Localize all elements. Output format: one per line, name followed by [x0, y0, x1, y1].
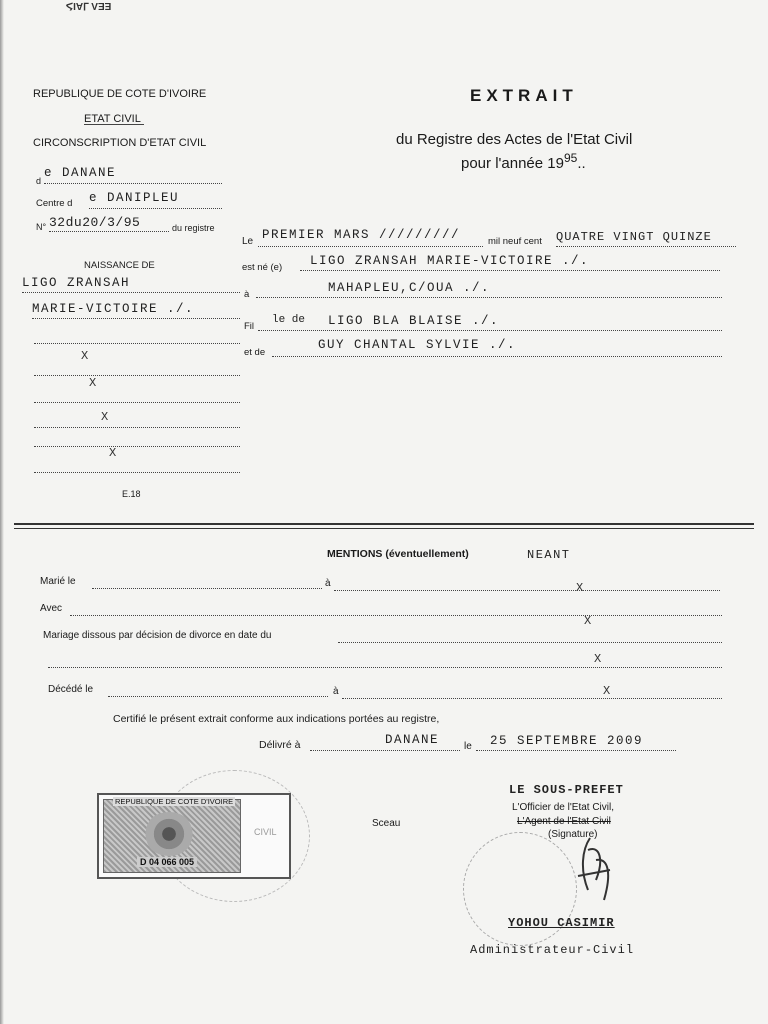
- mention-x-mark: X: [594, 652, 602, 666]
- et-de-label: et de: [244, 347, 266, 358]
- republic-label: REPUBLIQUE DE COTE D'IVOIRE: [33, 88, 207, 100]
- est-ne-label: est né (e): [242, 262, 283, 273]
- margin-x-mark: X: [101, 410, 109, 424]
- sceau-label: Sceau: [372, 818, 401, 829]
- decede-le-label: Décédé le: [48, 684, 94, 695]
- rosette-icon: [144, 812, 194, 856]
- top-corner-text: ՀIAԼ ɅƎƎ: [66, 0, 112, 11]
- child-surname: LIGO ZRANSAH: [22, 276, 131, 290]
- du-registre-label: du registre: [172, 223, 215, 233]
- mother-value: GUY CHANTAL SYLVIE ./.: [318, 338, 517, 352]
- mention-x-mark: X: [603, 684, 611, 698]
- child-firstname: MARIE-VICTOIRE ./.: [32, 302, 195, 316]
- margin-x-mark: X: [81, 349, 89, 363]
- title-line1: du Registre des Actes de l'Etat Civil: [396, 131, 633, 148]
- est-ne-value: LIGO ZRANSAH MARIE-VICTOIRE ./.: [310, 254, 590, 268]
- extrait-title: EXTRAIT: [470, 86, 578, 105]
- stamp-side-text: CIVIL: [254, 827, 277, 837]
- date-le-label: le: [464, 741, 472, 752]
- marie-le-label: Marié le: [40, 576, 76, 587]
- delivre-label: Délivré à: [259, 739, 301, 751]
- margin-x-mark: X: [109, 446, 117, 460]
- mil-neuf-cent-label: mil neuf cent: [488, 236, 542, 247]
- birth-year-value: QUATRE VINGT QUINZE: [556, 230, 712, 244]
- officier-label: L'Officier de l'Etat Civil,: [512, 802, 615, 813]
- sous-prefet-stamp: LE SOUS-PREFET: [509, 783, 624, 797]
- certifie-text: Certifié le présent extrait conforme aux indications portées au registre,: [113, 713, 440, 725]
- mention-x-mark: X: [576, 581, 584, 595]
- centre-value: e DANIPLEU: [89, 191, 180, 205]
- fils-label: Fil: [244, 321, 255, 332]
- marie-a-label: à: [325, 578, 331, 589]
- stamp-number: D 04 066 005: [137, 857, 197, 867]
- circonscription-label: CIRCONSCRIPTION D'ETAT CIVIL: [33, 137, 207, 149]
- delivre-value: DANANE: [385, 733, 440, 747]
- title-line2: pour l'année $19^{95}$..: [461, 151, 586, 172]
- fiscal-stamp: [97, 793, 291, 879]
- decede-a-label: à: [333, 686, 339, 697]
- mentions-value: NEANT: [527, 548, 571, 562]
- scan-edge: [0, 0, 4, 1024]
- centre-label: Centre d: [36, 198, 73, 209]
- mention-x-mark: X: [584, 614, 592, 628]
- delivre-date: 25 SEPTEMBRE 2009: [490, 734, 644, 748]
- father-value: LIGO BLA BLAISE ./.: [328, 314, 500, 328]
- signatory-name: YOHOU CASIMIR: [508, 916, 615, 930]
- lieu-label: à: [244, 289, 250, 300]
- birth-day-value: PREMIER MARS /////////: [262, 228, 461, 242]
- mentions-label: MENTIONS (éventuellement): [327, 548, 469, 560]
- avec-label: Avec: [40, 603, 63, 614]
- numero-label: N°: [36, 222, 47, 232]
- naissance-de-label: NAISSANCE DE: [84, 260, 155, 271]
- form-code: E.18: [122, 489, 141, 499]
- mariage-dissous-label: Mariage dissous par décision de divorce en date du: [43, 630, 272, 641]
- lieu-value: MAHAPLEU,C/OUA ./.: [328, 281, 491, 295]
- signatory-role: Administrateur-Civil: [470, 943, 635, 957]
- margin-x-mark: X: [89, 376, 97, 390]
- agent-label: L'Agent de l'Etat Civil: [517, 816, 611, 827]
- fils-de-label: le de: [272, 314, 306, 326]
- signature-label: (Signature): [548, 829, 598, 840]
- le-label: Le: [242, 236, 254, 247]
- commune-value: e DANANE: [44, 166, 117, 180]
- handwritten-signature: [560, 830, 630, 910]
- numero-value: 32du20/3/95: [49, 215, 141, 230]
- d-label: d: [36, 176, 42, 186]
- etat-civil-label: ETAT CIVIL: [84, 113, 141, 125]
- stamp-top-text: REPUBLIQUE DE COTE D'IVOIRE: [115, 797, 234, 806]
